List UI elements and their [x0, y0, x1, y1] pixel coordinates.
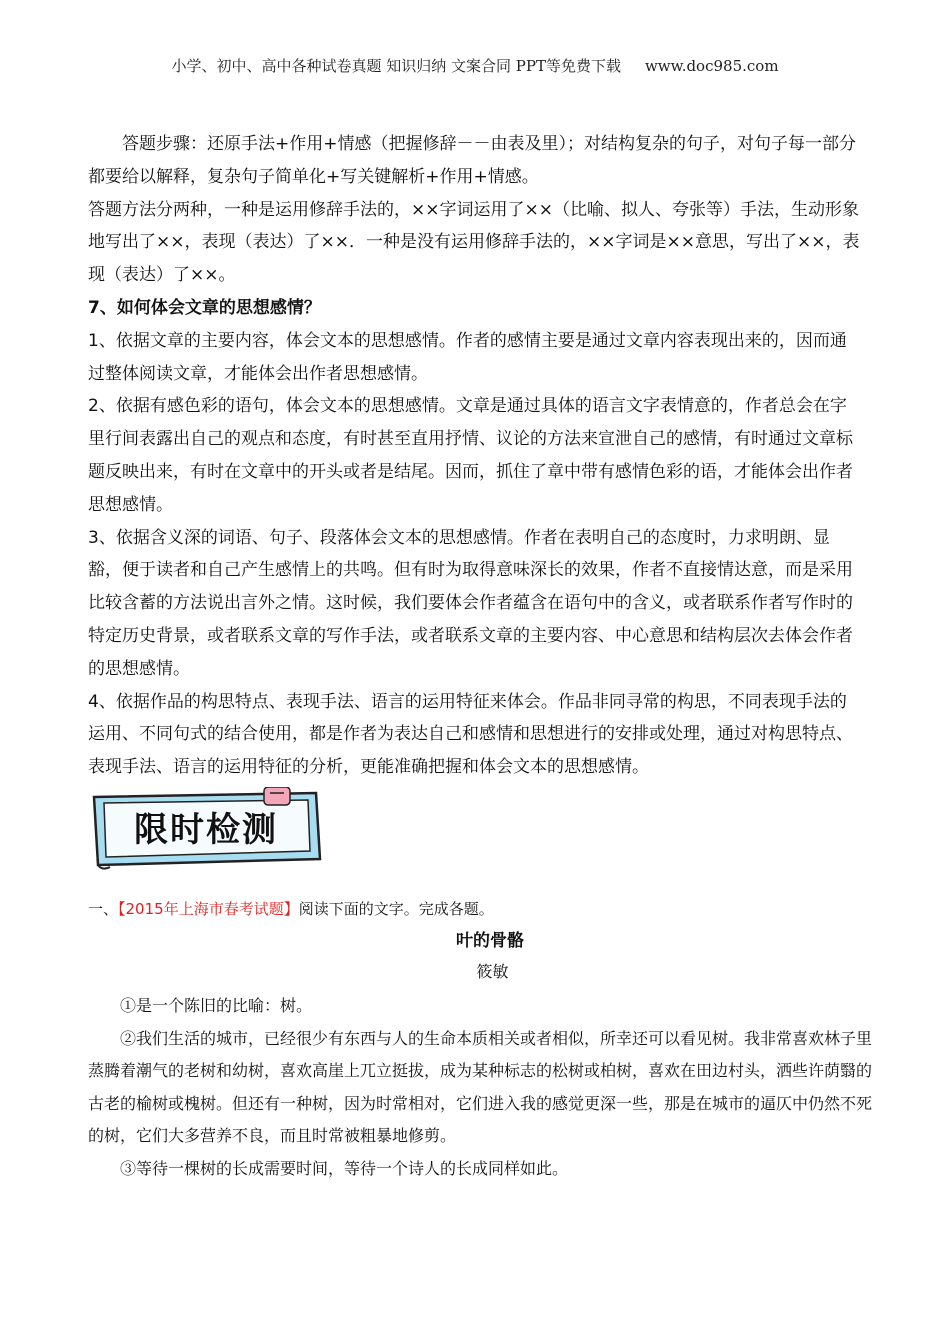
article-title: 叶的骨骼 — [456, 931, 524, 951]
question-source: 【2015年上海市春考试题】 — [118, 900, 299, 918]
article-paragraph-1: ①是一个陈旧的比喻：树。 — [120, 996, 313, 1015]
question-line — [88, 898, 494, 919]
section-heading: 7、如何体会文章的思想感情？ — [88, 297, 321, 318]
answer-steps: 答题步骤：还原手法+作用+情感（把握修辞－－由表及里）；对结构复杂的句子，对句子每一部分都要给以解释，复杂句子简单化+写关键解析+作用+情感。 — [88, 134, 856, 187]
section-item-1: 1、依据文章的主要内容，体会文本的思想感情。作者的感情主要是通过文章内容表现出来的，因而通过整体阅读文章，才能体会出作者思想感情。 — [88, 330, 847, 384]
article-paragraph-3: ③等待一棵树的长成需要时间，等待一个诗人的长成同样如此。 — [120, 1158, 569, 1178]
timed-test-banner — [88, 787, 328, 873]
page-header — [0, 55, 950, 76]
article-paragraph-2: ②我们生活的城市，已经很少有东西与人的生命本质相关或者相似，所幸还可以看见树。我非常喜欢林子里蒸腾着潮气的老树和幼树，喜欢高崖上兀立挺拔，成为某种标志的松树或柏树，喜欢在田边村头，洒些许荫翳的古老的榆树或槐树。但还有一种树，因为时常相对，它们进入我的感觉更深一些，那是在城市的逼仄中仍然不死的树，它们大多营养不良，而且时常被粗暴地修剪。 — [88, 1028, 873, 1145]
question-instruction: 阅读下面的文字。完成各题。 — [298, 900, 494, 918]
banner-label: 限时检测 — [134, 810, 278, 850]
article-body — [88, 990, 878, 1185]
banner-graphic — [88, 787, 328, 873]
section-item-2: 2、依据有感色彩的语句，体会文本的思想感情。文章是通过具体的语言文字表情意的，作者总会在字里行间表露出自己的观点和态度，有时甚至直用抒情、议论的方法来宣泄自己的感情，有时通过文章标题反映出来，有时在文章中的开头或者是结尾。因而，抓住了章中带有感情色彩的语，才能体会出作者思想感情。 — [88, 396, 853, 515]
answer-methods: 答题方法分两种，一种是运用修辞手法的，××字词运用了××（比喻、拟人、夸张等）手法，生动形象地写出了××，表现（表达）了××．一种是没有运用修辞手法的，××字词是××意思，写出了××，表现（表达）了××。 — [88, 199, 860, 286]
question-prefix: 一、 — [88, 900, 119, 918]
article-author: 筱敏 — [476, 962, 509, 981]
section-item-4: 4、依据作品的构思特点、表现手法、语言的运用特征来体会。作品非同寻常的构思，不同表现手法的运用、不同句式的结合使用，都是作者为表达自己和感情和思想进行的安排或处理，通过对构思特点、表现手法、语言的运用特征的分析，更能准确把握和体会文本的思想感情。 — [88, 691, 853, 778]
section-item-3: 3、依据含义深的词语、句子、段落体会文本的思想感情。作者在表明自己的态度时，力求明朗、显豁，便于读者和自己产生感情上的共鸣。但有时为取得意味深长的效果，作者不直接情达意，而是采用比较含蓄的方法说出言外之情。这时候，我们要体会作者蕴含在语句中的含义，或者联系作者写作时的特定历史背景，或者联系文章的写作手法，或者联系文章的主要内容、中心意思和结构层次去体会作者的思想感情。 — [88, 527, 853, 679]
header-url[interactable]: www.doc985.com — [644, 57, 779, 75]
header-text: 小学、初中、高中各种试卷真题 知识归纳 文案合同 PPT等免费下载 — [171, 57, 621, 75]
intro-block — [88, 128, 863, 784]
paper-clip-icon — [264, 787, 290, 805]
